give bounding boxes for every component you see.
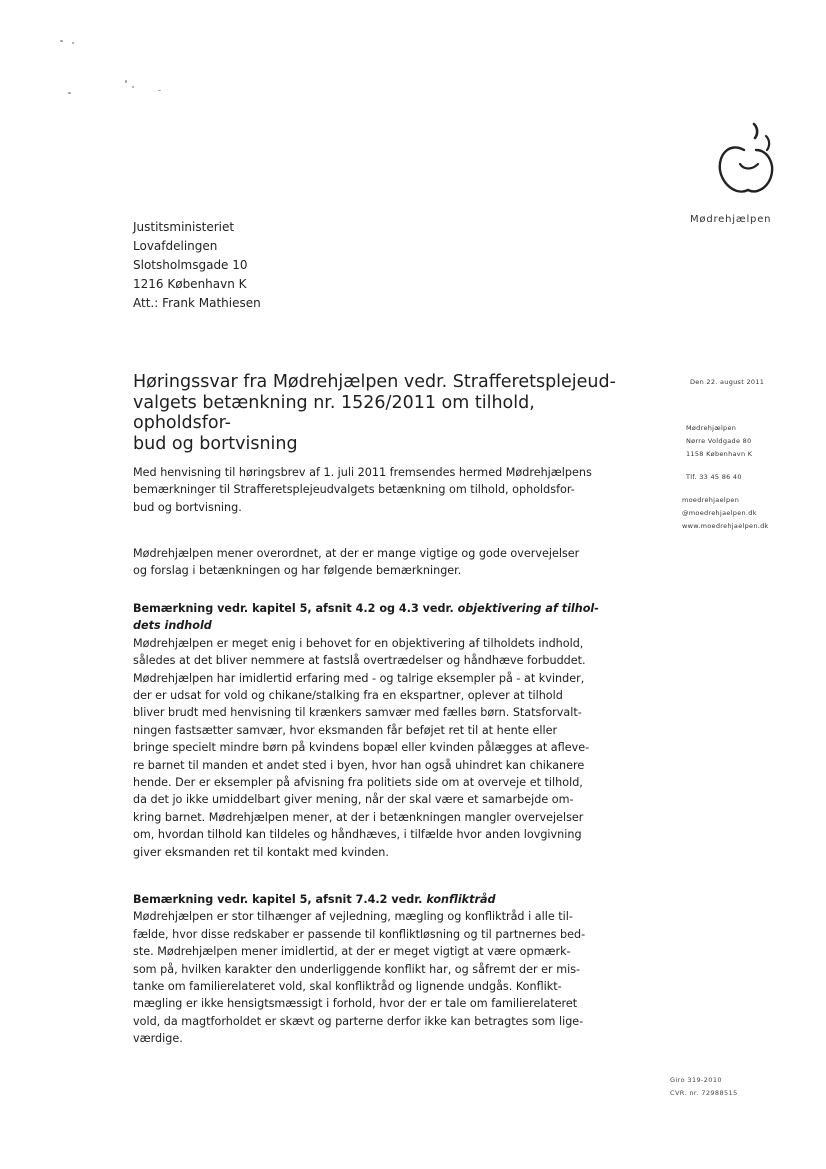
footer-cvr: CVR. nr. 72988515 <box>670 1089 738 1097</box>
text-line: ste. Mødrehjælpen mener imidlertid, at der er meget vigtigt at være opmærk- <box>133 945 571 959</box>
text-line: og forslag i betænkningen og har følgende bemærkninger. <box>133 564 462 578</box>
recipient-line: Slotsholmsgade 10 <box>133 258 248 272</box>
text-line: da det jo ikke umiddelbart giver mening, når der skal være et samarbejde om- <box>133 793 574 807</box>
logo-wordmark: Mødrehjælpen <box>690 214 772 225</box>
scan-speck <box>60 40 63 42</box>
heading-topic: dets indhold <box>133 619 212 633</box>
recipient-line: Att.: Frank Mathiesen <box>133 296 261 310</box>
recipient-line: 1216 København K <box>133 277 247 291</box>
footer-giro: Giro 319-2010 <box>670 1076 722 1084</box>
section-heading-cont <box>133 617 623 634</box>
sender-email-domain: @moedrehjaelpen.dk <box>682 509 757 517</box>
sender-city: 1158 København K <box>686 450 753 458</box>
text-line: bud og bortvisning. <box>133 500 242 514</box>
recipient-address <box>133 218 261 313</box>
section-objektivering <box>133 600 623 861</box>
scan-speck <box>132 86 134 88</box>
sender-name: Mødrehjælpen <box>686 424 737 432</box>
sender-phone: Tlf. 33 45 86 40 <box>686 473 742 481</box>
apple-logo-icon <box>712 120 780 200</box>
heading-topic: objektivering af tilhol- <box>457 602 599 615</box>
text-line: bemærkninger til Strafferetsplejeudvalgets betænkning om tilhold, opholdsfor- <box>133 483 575 497</box>
text-line: Mødrehjælpen mener overordnet, at der er mange vigtige og gode overvejelser <box>133 547 580 560</box>
scan-speck <box>158 90 161 91</box>
text-line: kring barnet. Mødrehjælpen mener, at der i betænkningen mangler overvejelser <box>133 810 584 824</box>
text-line: bliver brudt med henvisning til krænkers samvær med fælles børn. Statsforvalt- <box>133 706 582 720</box>
section-konfliktraad <box>133 891 623 1048</box>
text-line: fælde, hvor disse redskaber er passende til konfliktløsning og til partnernes bed- <box>133 927 586 941</box>
scan-speck <box>125 80 127 83</box>
heading-text: Bemærkning vedr. kapitel 5, afsnit 4.2 og 4.3 vedr. <box>133 602 458 615</box>
sender-email-user: moedrehjaelpen <box>682 496 740 504</box>
text-line: mægling er ikke hensigtsmæssigt i forhold, hvor der er tale om familierelateret <box>133 997 578 1011</box>
intro-paragraph <box>133 464 623 516</box>
heading-topic: konfliktråd <box>426 893 496 906</box>
section-heading <box>133 600 623 617</box>
text-line: giver eksmanden ret til kontakt med kvinden. <box>133 845 389 859</box>
text-line: ningen fastsætter samvær, hvor eksmanden får beføjet ret til at hente eller <box>133 723 558 737</box>
text-line: re barnet til manden et andet sted i byen, hvor han også uhindret kan chikanere <box>133 758 585 772</box>
sender-website: www.moedrehjaelpen.dk <box>682 522 769 530</box>
title-line: valgets betænkning nr. 1526/2011 om tilhold, opholdsfor- <box>133 392 535 433</box>
text-line: Mødrehjælpen har imidlertid erfaring med - og talrige eksempler på - at kvinder, <box>133 671 585 685</box>
text-line: tanke om familierelateret vold, skal konfliktråd og lignende undgås. Konflikt- <box>133 980 562 994</box>
sender-street: Nørre Voldgade 80 <box>686 437 752 445</box>
recipient-line: Justitsministeriet <box>133 220 235 234</box>
overview-paragraph <box>133 545 623 580</box>
title-line: Høringssvar fra Mødrehjælpen vedr. Strafferetsplejeud- <box>133 372 616 392</box>
scan-speck <box>72 42 74 44</box>
text-line: vold, da magtforholdet er skævt og parterne derfor ikke kan betragtes som lige- <box>133 1014 584 1028</box>
letter-date: Den 22. august 2011 <box>690 378 765 386</box>
text-line: Mødrehjælpen er meget enig i behovet for en objektivering af tilholdets indhold, <box>133 636 584 650</box>
letter-title <box>133 372 633 454</box>
heading-text: Bemærkning vedr. kapitel 5, afsnit 7.4.2 vedr. <box>133 893 427 906</box>
text-line: om, hvordan tilhold kan tildeles og håndhæves, i tilfælde hvor anden lovgivning <box>133 828 582 842</box>
text-line: der er udsat for vold og chikane/stalking fra en ekspartner, oplever at tilhold <box>133 689 563 703</box>
text-line: hende. Der er eksempler på afvisning fra politiets side om at overveje et tilhold, <box>133 776 583 790</box>
scan-speck <box>68 92 71 94</box>
text-line: som på, hvilken karakter den underliggende konflikt har, og såfremt der er mis- <box>133 962 581 976</box>
title-line: bud og bortvisning <box>133 433 298 454</box>
text-line: således at det bliver nemmere at fastslå overtrædelser og håndhæve forbuddet. <box>133 654 586 668</box>
text-line: bringe specielt mindre børn på kvindens bopæl eller kvinden pålægges at afleve- <box>133 741 590 755</box>
text-line: Med henvisning til høringsbrev af 1. juli 2011 fremsendes hermed Mødrehjælpens <box>133 466 592 479</box>
recipient-line: Lovafdelingen <box>133 239 218 253</box>
text-line: Mødrehjælpen er stor tilhænger af vejledning, mægling og konfliktråd i alle til- <box>133 910 573 924</box>
section-heading <box>133 891 623 908</box>
text-line: værdige. <box>133 1032 183 1046</box>
